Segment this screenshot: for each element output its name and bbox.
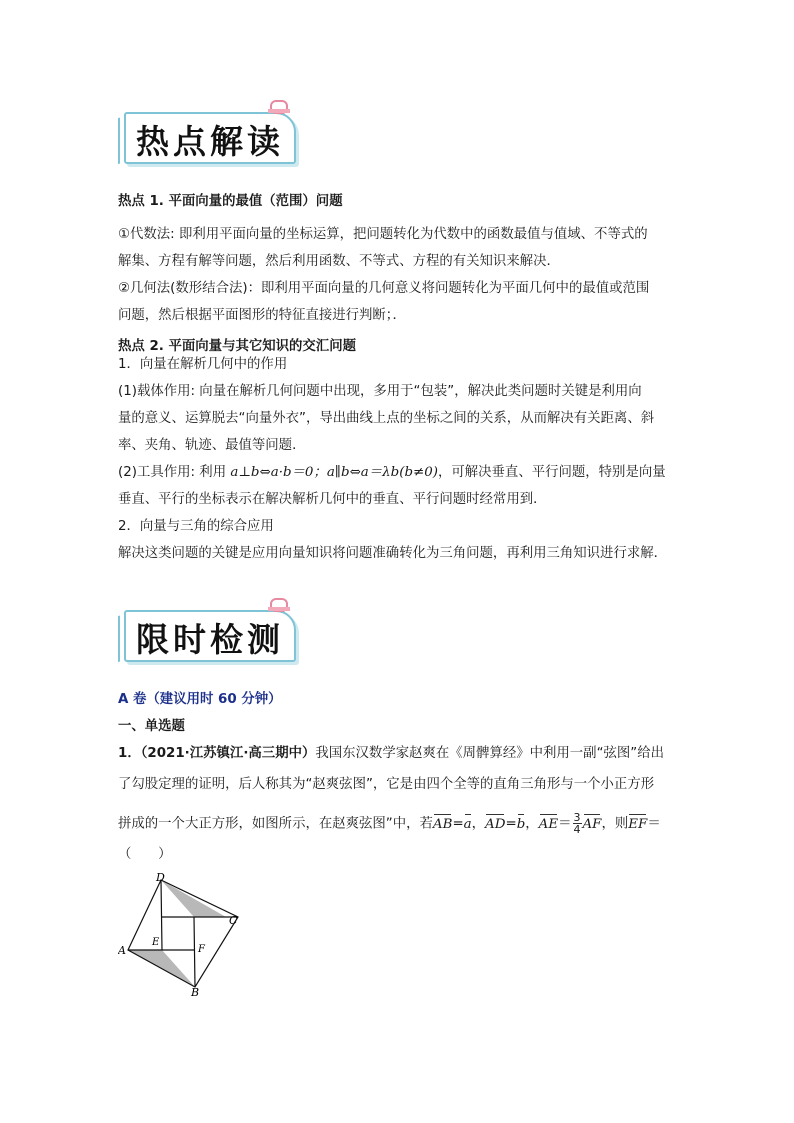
question-number: 1． bbox=[118, 746, 141, 761]
question-1-line2: 了勾股定理的证明，后人称其为“赵爽弦图”，它是由四个全等的直角三角形与一个小正方形 bbox=[118, 777, 655, 792]
zhao-shuang-diagram bbox=[118, 872, 248, 997]
paper-clip-icon bbox=[268, 598, 290, 612]
hot1-p1-line1: ①代数法: 即利用平面向量的坐标运算，把问题转化为代数中的函数最值与值域、不等式的 bbox=[118, 227, 648, 242]
hot2-s2-line2: 垂直、平行的坐标表示在解决解析几何中的垂直、平行问题时经常用到． bbox=[118, 492, 547, 507]
question-source: （2021·江苏镇江·高三期中） bbox=[140, 746, 316, 761]
hot2-s1-line3: 率、夹角、轨迹、最值等问题． bbox=[118, 438, 306, 453]
label-d: D bbox=[156, 872, 165, 884]
hot1-p2-line1: ②几何法(数形结合法)：即利用平面向量的几何意义将问题转化为平面几何中的最值或范围 bbox=[118, 281, 650, 296]
hot2-heading: 热点 2. 平面向量与其它知识的交汇问题 bbox=[118, 339, 356, 354]
formula-perp-parallel: a⊥b⇔a·b＝0；a∥b⇔a＝λb(b≠0) bbox=[230, 465, 438, 480]
section-banner-timed-test bbox=[118, 602, 300, 662]
question-1-line1: 1．（2021·江苏镇江·高三期中）我国东汉数学家赵爽在《周髀算经》中利用一副“弦图”给出 bbox=[118, 746, 665, 761]
paper-clip-icon bbox=[268, 100, 290, 114]
vector-ef: EF bbox=[628, 816, 648, 832]
banner-title: 热点解读 bbox=[136, 122, 284, 161]
hot2-s1-line1: (1)载体作用: 向量在解析几何问题中出现，多用于“包装”，解决此类问题时关键是利用向 bbox=[118, 384, 642, 399]
vector-ae: AE bbox=[538, 816, 559, 832]
label-b: B bbox=[191, 986, 200, 997]
hot1-p2-line2: 问题，然后根据平面图形的特征直接进行判断；． bbox=[118, 308, 406, 323]
label-c: C bbox=[229, 914, 238, 927]
vector-b: b bbox=[516, 816, 526, 832]
quiz-section: 一、单选题 bbox=[118, 719, 185, 734]
fraction-three-quarters: $\frac{3}{4}$ bbox=[573, 811, 581, 836]
question-1-line3: 拼成的一个大正方形，如图所示，在赵爽弦图”中，若AB=a，AD=b，AE＝ $\frac{3}{4}$ AF，则EF＝ bbox=[118, 811, 661, 836]
hot1-p1-line2: 解集、方程有解等问题，然后利用函数、不等式、方程的有关知识来解决． bbox=[118, 254, 560, 269]
shaded-triangle-top bbox=[161, 880, 226, 917]
label-f: F bbox=[198, 944, 205, 955]
hot1-heading: 热点 1. 平面向量的最值（范围）问题 bbox=[118, 194, 343, 209]
vector-ab: AB bbox=[432, 816, 453, 832]
hot2-sub1: 1．向量在解析几何中的作用 bbox=[118, 357, 288, 372]
label-e: E bbox=[152, 937, 160, 948]
hot2-s2-line1: (2)工具作用: 利用 a⊥b⇔a·b＝0；a∥b⇔a＝λb(b≠0)，可解决垂直、平行问题，特别是向量 bbox=[118, 465, 666, 480]
section-banner-hot-topics bbox=[118, 104, 300, 164]
hot2-sub2: 2．向量与三角的综合应用 bbox=[118, 519, 274, 534]
vector-af: AF bbox=[582, 816, 602, 832]
banner-title: 限时检测 bbox=[136, 620, 284, 659]
vector-ad: AD bbox=[485, 816, 506, 832]
hot2-sub2-body: 解决这类问题的关键是应用向量知识将问题准确转化为三角问题，再利用三角知识进行求解． bbox=[118, 546, 668, 561]
quiz-volume: A 卷（建议用时 60 分钟） bbox=[118, 692, 282, 707]
answer-parentheses: （ ） bbox=[118, 847, 172, 862]
hot2-s1-line2: 量的意义、运算脱去“向量外衣”，导出曲线上点的坐标之间的关系，从而解决有关距离、斜 bbox=[118, 411, 655, 426]
label-a: A bbox=[118, 944, 126, 957]
vector-a: a bbox=[463, 816, 472, 832]
